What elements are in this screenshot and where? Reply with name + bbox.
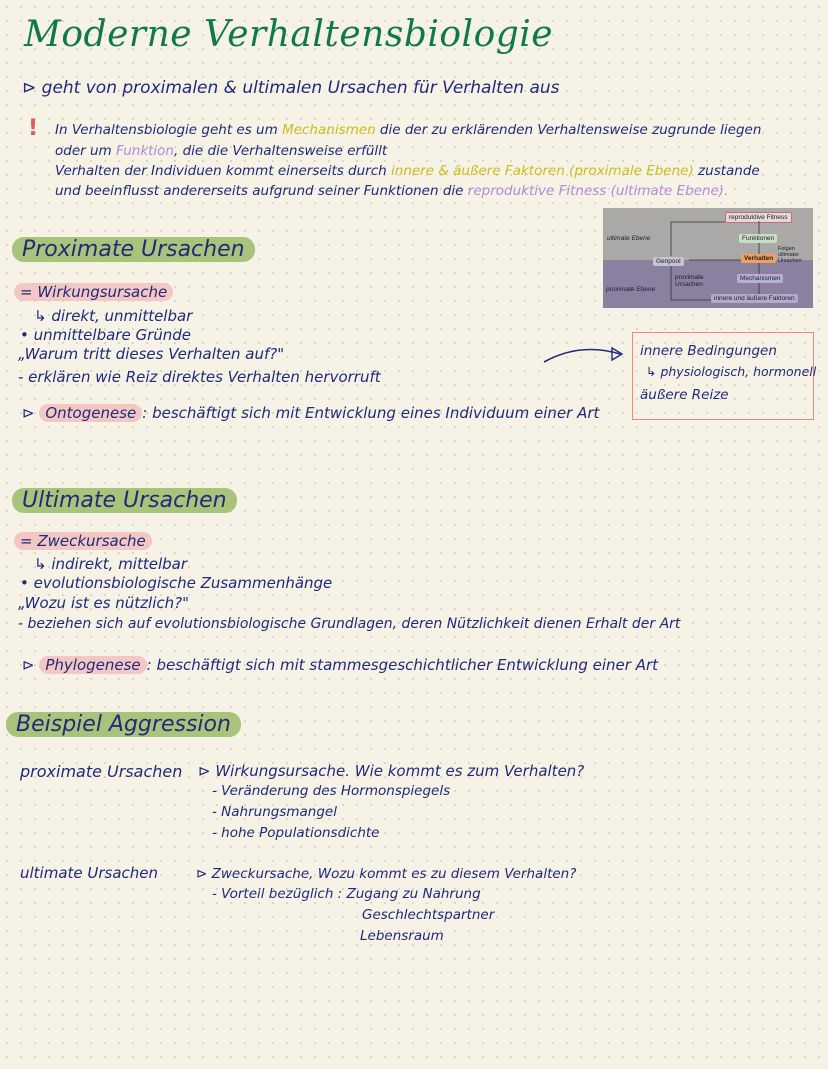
example-prox-label: proximate Ursachen xyxy=(20,762,183,781)
note-line-3: Verhalten der Individuen kommt einerseits durch innere & äußere Faktoren (proximale Ebene) zustande xyxy=(55,163,760,179)
ult-line-3: • evolutionsbiologische Zusammenhänge xyxy=(20,574,333,592)
example-ult-text: ⊳ Zweckursache, Wozu kommt es zu diesem Verhalten? xyxy=(196,866,577,882)
example-ult-sub-1: Geschlechtspartner xyxy=(362,907,495,923)
example-prox-text: ⊳ Wirkungsursache. Wie kommt es zum Verhalten? xyxy=(198,762,585,780)
exclamation-icon: ! xyxy=(28,116,39,141)
prox-line-2: ↳ direkt, unmittelbar xyxy=(34,307,193,325)
page-title: Moderne Verhaltensbiologie xyxy=(24,14,554,55)
phylogenese-line: ⊳ Phylogenese : beschäftigt sich mit stammesgeschichtlicher Entwicklung einer Art xyxy=(22,656,659,674)
box-line-2: ↳ physiologisch, hormonell xyxy=(646,364,817,379)
ontogenese-line: ⊳ Ontogenese : beschäftigt sich mit Entwicklung eines Individuum einer Art xyxy=(22,404,600,422)
ult-line-2: ↳ indirekt, mittelbar xyxy=(34,555,188,573)
diagram-arrows xyxy=(603,208,813,308)
example-prox-item-3: - hohe Populationsdichte xyxy=(212,825,380,841)
example-ult-sub-2: Lebensraum xyxy=(360,928,444,944)
arrow-icon xyxy=(540,340,630,370)
diagram-functions: Funktionen xyxy=(739,234,777,243)
ontogenese-label: Ontogenese xyxy=(39,404,142,422)
example-ult-label: ultimate Ursachen xyxy=(20,864,159,882)
example-ult-item: - Vorteil bezüglich : Zugang zu Nahrung xyxy=(212,886,481,902)
prox-line-5: - erklären wie Reiz direktes Verhalten hervorruft xyxy=(18,368,381,386)
ult-line-4: „Wozu ist es nützlich?" xyxy=(18,594,189,612)
box-line-3: äußere Reize xyxy=(640,387,729,403)
diagram-factors: innere und äußere Faktoren xyxy=(711,294,798,303)
diagram-consequences: Folgen ultimater Ursachen xyxy=(778,246,802,264)
diagram-proximate-level: proximate Ebene xyxy=(606,286,656,293)
example-prox-item-1: - Veränderung des Hormonspiegels xyxy=(212,783,451,799)
example-prox-item-2: - Nahrungsmangel xyxy=(212,804,337,820)
note-line-4: und beeinflusst andererseits aufgrund seiner Funktionen die reproduktive Fitness (ultimate Ebene). xyxy=(55,183,729,199)
diagram-genpool: Genpool xyxy=(653,257,684,266)
diagram-proximate-causes: proximate Ursachen xyxy=(675,274,704,288)
box-line-1: innere Bedingungen xyxy=(640,343,777,359)
note-line-2: oder um Funktion, die die Verhaltensweise erfüllt xyxy=(55,143,388,159)
phylogenese-label: Phylogenese xyxy=(39,656,146,674)
intro-line: ⊳ geht von proximalen & ultimalen Ursachen für Verhalten aus xyxy=(22,78,560,98)
diagram-ultimate-level: ultimate Ebene xyxy=(607,235,651,242)
levels-diagram xyxy=(603,208,813,308)
ult-line-5: - beziehen sich auf evolutionsbiologische Grundlagen, deren Nützlichkeit dienen Erhalt der Art xyxy=(18,616,681,632)
diagram-mechanisms: Mechanismen xyxy=(737,274,783,283)
section-heading-proximate: Proximate Ursachen xyxy=(12,237,255,262)
ult-line-1: = Zweckursache xyxy=(14,532,152,550)
prox-line-3: • unmittelbare Gründe xyxy=(20,326,191,344)
diagram-behavior: Verhalten xyxy=(741,254,776,263)
note-line-1: In Verhaltensbiologie geht es um Mechanismen die der zu erklärenden Verhaltensweise zugrunde liegen xyxy=(55,122,762,138)
section-heading-ultimate: Ultimate Ursachen xyxy=(12,488,237,513)
prox-line-4: „Warum tritt dieses Verhalten auf?" xyxy=(18,345,285,363)
section-heading-example: Beispiel Aggression xyxy=(6,712,241,737)
diagram-reproductive-fitness: reproduktive Fitness xyxy=(725,212,792,223)
prox-line-1: = Wirkungsursache xyxy=(14,283,173,301)
